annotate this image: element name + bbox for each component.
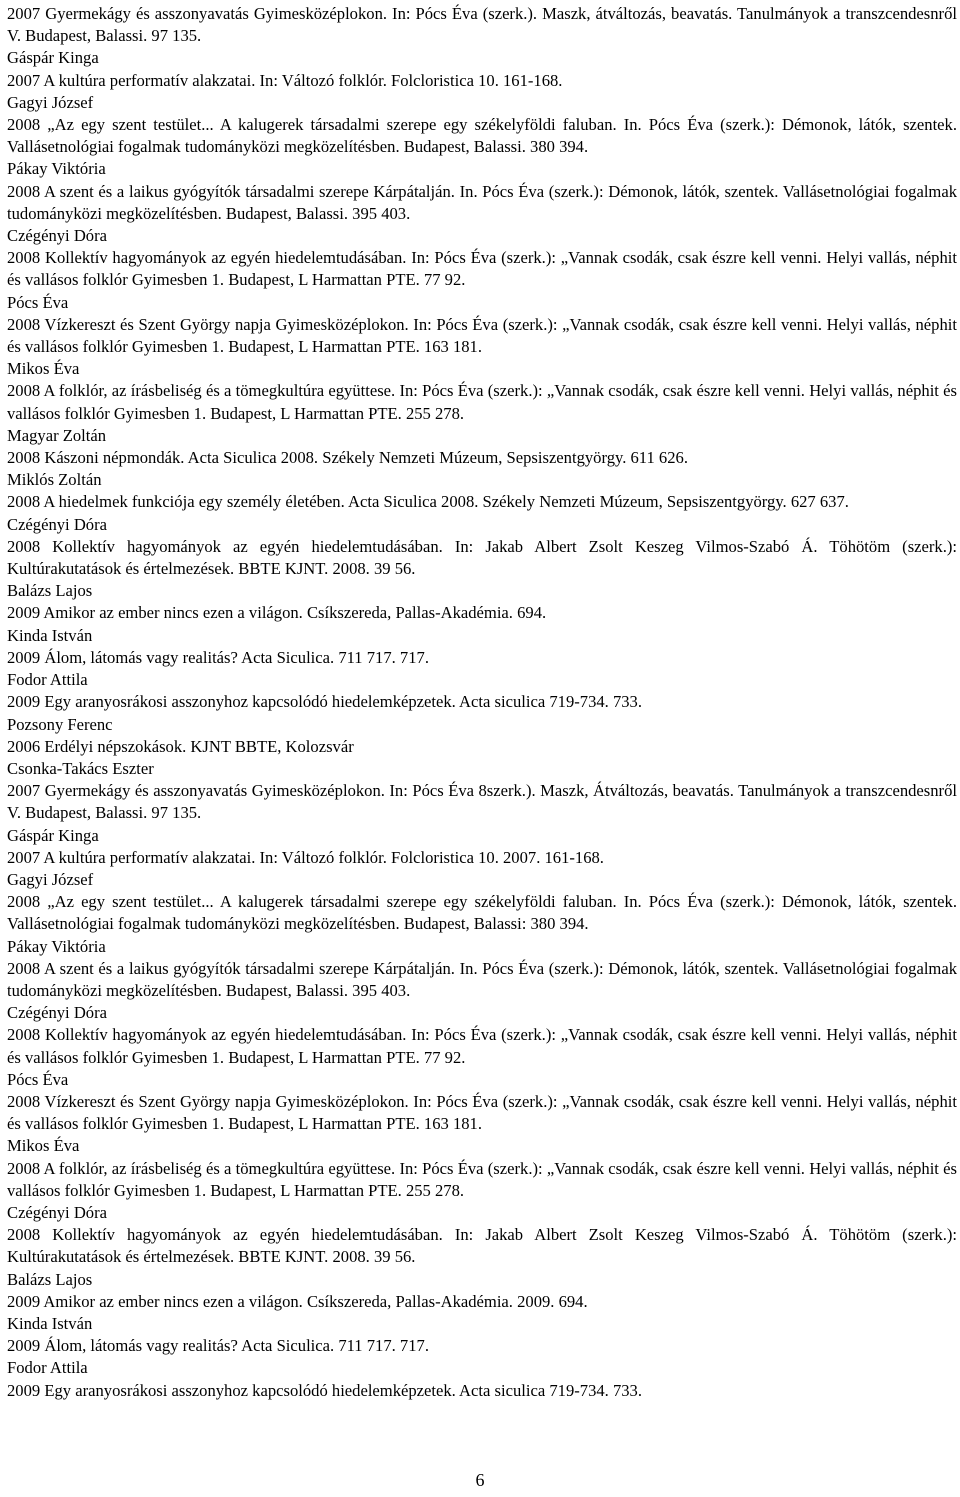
bibliography-entry (7, 1069, 957, 1136)
entry-author: Fodor Attila (7, 670, 88, 690)
entry-citation: 2008 A hiedelmek funkciója egy személy életében. Acta Siculica 2008. Székely Nemzeti Múzeum, Sepsiszentgyörgy. 627 637. (7, 492, 849, 512)
bibliography-entry (7, 714, 957, 758)
entry-author: Czégényi Dóra (7, 226, 107, 246)
bibliography-entry (7, 825, 957, 869)
bibliography-entry (7, 758, 957, 825)
entry-author: Gagyi József (7, 869, 94, 889)
entry-author: Pócs Éva (7, 1069, 69, 1089)
entry-author: Pákay Viktória (7, 159, 106, 179)
entry-citation: 2009 Egy aranyosrákosi asszonyhoz kapcsolódó hiedelemképzetek. Acta siculica 719-734. 733. (7, 1380, 642, 1400)
bibliography-page (7, 3, 957, 1402)
entry-citation: 2008 „Az egy szent testület... A kalugerek társadalmi szerepe egy székelyföldi faluban. In. Pócs Éva (szerk.): Démonok, látók, szentek. Vallásetnológiai fogalmak tudományközi megközelítésben. Budapest, Balassi: 380 394. (7, 892, 957, 934)
entry-author: Fodor Attila (7, 1358, 88, 1378)
entry-citation: 2007 Gyermekágy és asszonyavatás Gyimesközéplokon. In: Pócs Éva (szerk.). Maszk, átváltozás, beavatás. Tanulmányok a transzcendesnről V. Budapest, Balassi. 97 135. (7, 4, 957, 46)
bibliography-entry (7, 936, 957, 1003)
bibliography-entry (7, 3, 957, 47)
entry-author: Mikos Éva (7, 1136, 80, 1156)
entry-author: Pozsony Ferenc (7, 714, 113, 734)
entry-author: Pákay Viktória (7, 936, 106, 956)
entry-citation: 2008 A folklór, az írásbeliség és a tömegkultúra együttese. In: Pócs Éva (szerk.): „Vannak csodák, csak észre kell venni. Helyi vallás, néphit és vallásos folklór Gyimesben 1. Budapest, L Harmattan PTE. 255 278. (7, 1158, 957, 1200)
entry-citation: 2008 Kollektív hagyományok az egyén hiedelemtudásában. In: Jakab Albert Zsolt Keszeg Vilmos-Szabó Á. Töhötöm (szerk.): Kultúrakutatások és értelmezések. BBTE KJNT. 2008. 39 56. (7, 1225, 957, 1267)
bibliography-entry (7, 580, 957, 624)
entry-author: Czégényi Dóra (7, 1202, 107, 1222)
page-number: 6 (475, 1470, 485, 1490)
entry-citation: 2009 Álom, látomás vagy realitás? Acta Siculica. 711 717. 717. (7, 1336, 429, 1356)
entry-author: Miklós Zoltán (7, 470, 102, 490)
entry-citation: 2008 „Az egy szent testület... A kalugerek társadalmi szerepe egy székelyföldi faluban. In. Pócs Éva (szerk.): Démonok, látók, szentek. Vallásetnológiai fogalmak tudományközi megközelítésben. Budapest, Balassi. 380 394. (7, 115, 957, 157)
entry-author: Gáspár Kinga (7, 825, 99, 845)
entry-citation: 2009 Álom, látomás vagy realitás? Acta Siculica. 711 717. 717. (7, 647, 429, 667)
entry-citation: 2008 A szent és a laikus gyógyítók társadalmi szerepe Kárpátalján. In. Pócs Éva (szerk.): Démonok, látók, szentek. Vallásetnológiai fogalmak tudományközi megközelítésben. Budapest, Balassi. 395 403. (7, 181, 957, 223)
entry-citation: 2007 A kultúra performatív alakzatai. In: Változó folklór. Folcloristica 10. 2007. 161-168. (7, 847, 604, 867)
entry-citation: 2007 A kultúra performatív alakzatai. In: Változó folklór. Folcloristica 10. 161-168. (7, 70, 563, 90)
entry-citation: 2008 Kollektív hagyományok az egyén hiedelemtudásában. In: Jakab Albert Zsolt Keszeg Vilmos-Szabó Á. Töhötöm (szerk.): Kultúrakutatások és értelmezések. BBTE KJNT. 2008. 39 56. (7, 536, 957, 579)
entry-author: Magyar Zoltán (7, 425, 107, 445)
bibliography-entry (7, 1269, 957, 1313)
entry-author: Gagyi József (7, 92, 94, 112)
bibliography-entry (7, 625, 957, 669)
entry-citation: 2008 Vízkereszt és Szent György napja Gyimesközéplokon. In: Pócs Éva (szerk.): „Vannak csodák, csak észre kell venni. Helyi vallás, néphit és vallásos folklór Gyimesben 1. Budapest, L Harmattan PTE. 163 181. (7, 1091, 957, 1134)
entry-author: Czégényi Dóra (7, 1003, 107, 1023)
entry-citation: 2009 Egy aranyosrákosi asszonyhoz kapcsolódó hiedelemképzetek. Acta siculica 719-734. 733. (7, 692, 642, 712)
bibliography-entry (7, 225, 957, 292)
bibliography-entry (7, 1313, 957, 1357)
bibliography-entry (7, 1357, 957, 1401)
entry-author: Kinda István (7, 625, 93, 645)
entry-citation: 2008 A szent és a laikus gyógyítók társadalmi szerepe Kárpátalján. In. Pócs Éva (szerk.): Démonok, látók, szentek. Vallásetnológiai fogalmak tudományközi megközelítésben. Budapest, Balassi. 395 403. (7, 958, 957, 1000)
entry-author: Mikos Éva (7, 359, 80, 379)
entry-author: Gáspár Kinga (7, 48, 99, 68)
bibliography-entry (7, 358, 957, 425)
entry-author: Balázs Lajos (7, 581, 93, 601)
bibliography-entry (7, 869, 957, 936)
entry-author: Pócs Éva (7, 292, 69, 312)
bibliography-entry (7, 514, 957, 581)
entry-citation: 2008 Kollektív hagyományok az egyén hiedelemtudásában. In: Pócs Éva (szerk.): „Vannak csodák, csak észre kell venni. Helyi vallás, néphit és vallásos folklór Gyimesben 1. Budapest, L Harmattan PTE. 77 92. (7, 1025, 957, 1067)
entry-citation: 2007 Gyermekágy és asszonyavatás Gyimesközéplokon. In: Pócs Éva 8szerk.). Maszk, Átváltozás, beavatás. Tanulmányok a transzcendesnről V. Budapest, Balassi. 97 135. (7, 781, 957, 823)
entry-citation: 2009 Amikor az ember nincs ezen a világon. Csíkszereda, Pallas-Akadémia. 2009. 694. (7, 1291, 588, 1311)
entry-author: Balázs Lajos (7, 1269, 93, 1289)
entry-author: Csonka-Takács Eszter (7, 758, 154, 778)
entry-citation: 2008 Vízkereszt és Szent György napja Gyimesközéplokon. In: Pócs Éva (szerk.): „Vannak csodák, csak észre kell venni. Helyi vallás, néphit és vallásos folklór Gyimesben 1. Budapest, L Harmattan PTE. 163 181. (7, 314, 957, 357)
entry-citation: 2008 Kollektív hagyományok az egyén hiedelemtudásában. In: Pócs Éva (szerk.): „Vannak csodák, csak észre kell venni. Helyi vallás, néphit és vallásos folklór Gyimesben 1. Budapest, L Harmattan PTE. 77 92. (7, 248, 957, 290)
bibliography-entry (7, 1002, 957, 1069)
bibliography-entry (7, 47, 957, 91)
bibliography-entry (7, 292, 957, 359)
bibliography-entry (7, 1202, 957, 1269)
bibliography-entry (7, 158, 957, 225)
bibliography-entry (7, 92, 957, 159)
bibliography-entry (7, 1135, 957, 1202)
bibliography-entry (7, 425, 957, 469)
entry-citation: 2008 A folklór, az írásbeliség és a tömegkultúra együttese. In: Pócs Éva (szerk.): „Vannak csodák, csak észre kell venni. Helyi vallás, néphit és vallásos folklór Gyimesben 1. Budapest, L Harmattan PTE. 255 278. (7, 381, 957, 423)
bibliography-entry (7, 469, 957, 513)
entry-citation: 2006 Erdélyi népszokások. KJNT BBTE, Kolozsvár (7, 736, 354, 756)
entry-citation: 2008 Kászoni népmondák. Acta Siculica 2008. Székely Nemzeti Múzeum, Sepsiszentgyörgy. 611 626. (7, 448, 688, 468)
entry-author: Czégényi Dóra (7, 514, 107, 534)
entry-citation: 2009 Amikor az ember nincs ezen a világon. Csíkszereda, Pallas-Akadémia. 694. (7, 603, 547, 623)
entry-author: Kinda István (7, 1313, 93, 1333)
bibliography-entry (7, 669, 957, 713)
